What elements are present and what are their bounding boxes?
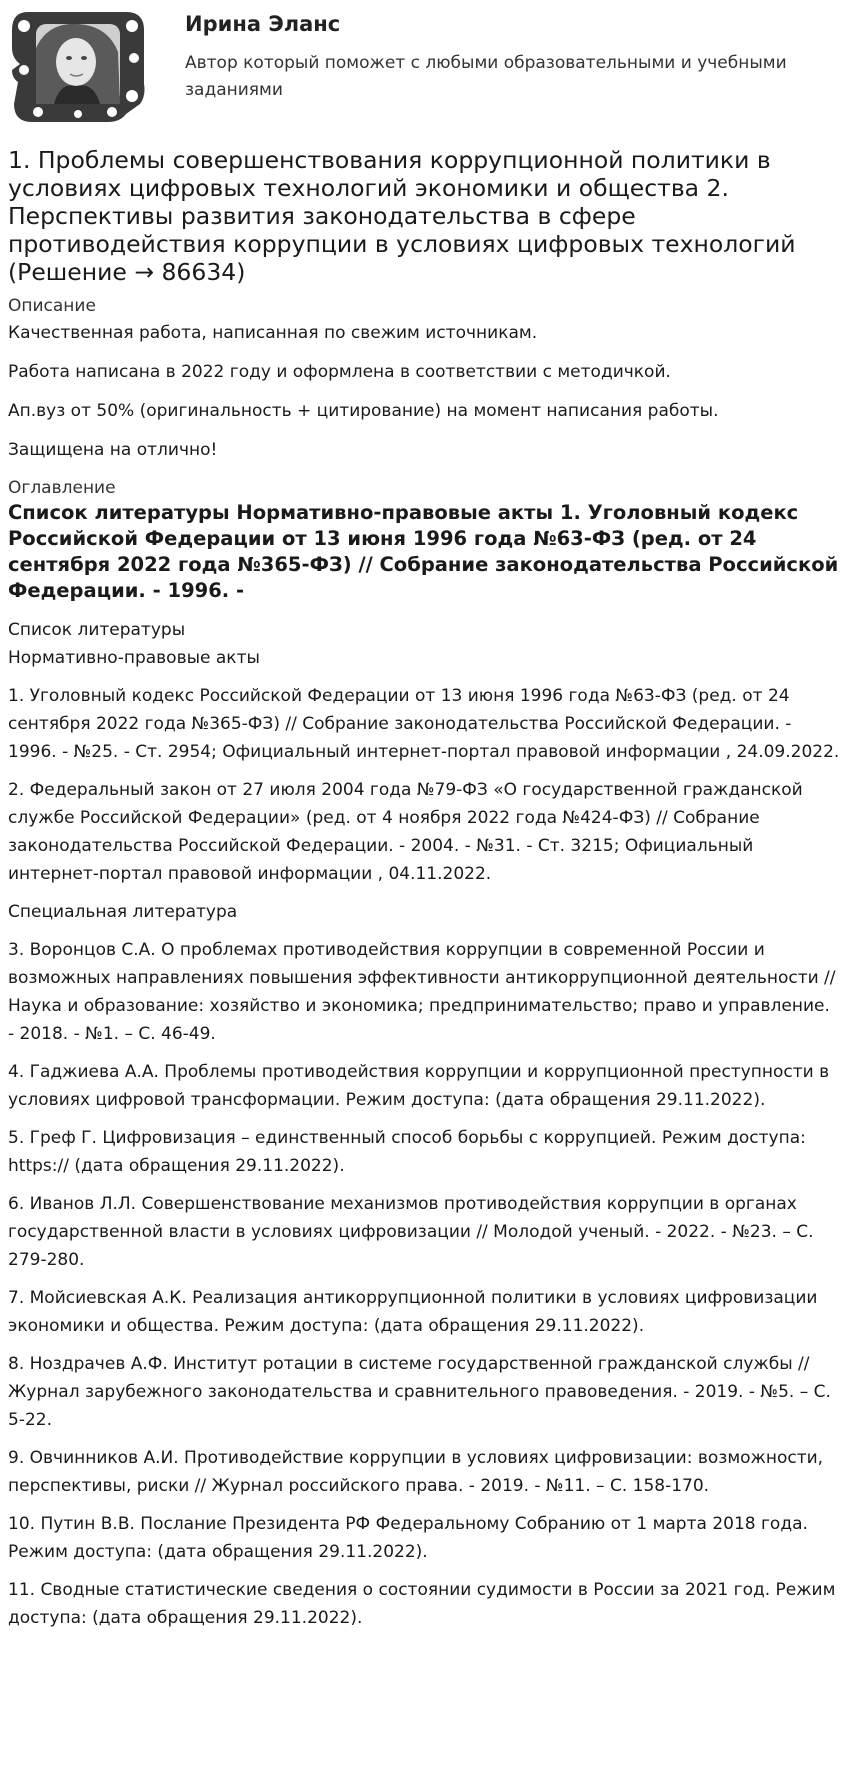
reference-item: 1. Уголовный кодекс Российской Федерации от 13 июня 1996 года №63-ФЗ (ред. от 24 сентября 2022 года №365-ФЗ) // Собрание законодательства Российской Федерации. - 1996. - №25. - Ст. 2954; Официальный интернет-портал правовой информации , 24.09.2022. bbox=[8, 686, 840, 762]
special-literature-label: Специальная литература bbox=[8, 902, 238, 922]
author-block bbox=[0, 0, 847, 140]
description-paragraph: Работа написана в 2022 году и оформлена в соответствии с методичкой. bbox=[8, 362, 671, 382]
description-label: Описание bbox=[8, 296, 96, 316]
author-name[interactable]: Ирина Эланс bbox=[185, 12, 341, 36]
toc-label: Оглавление bbox=[8, 478, 116, 498]
description-paragraph: Защищена на отлично! bbox=[8, 440, 218, 460]
author-description: Автор который поможет с любыми образовательными и учебными заданиями bbox=[185, 53, 787, 100]
reference-item: 8. Ноздрачев А.Ф. Институт ротации в системе государственной гражданской службы // Журнал зарубежного законодательства и сравнительного правоведения. - 2019. - №5. – С. 5-22. bbox=[8, 1354, 831, 1430]
toc-line-normative: Нормативно-правовые акты bbox=[8, 648, 260, 668]
reference-item: 11. Сводные статистические сведения о состоянии судимости в России за 2021 год. Режим доступа: (дата обращения 29.11.2022). bbox=[8, 1580, 836, 1628]
reference-item: 2. Федеральный закон от 27 июля 2004 года №79-ФЗ «О государственной гражданской службе Российской Федерации» (ред. от 4 ноября 2022 года №424-ФЗ) // Собрание законодательства Российской Федерации. - 2004. - №31. - Ст. 3215; Официальный интернет-портал правовой информации , 04.11.2022. bbox=[8, 780, 803, 884]
reference-item: 3. Воронцов С.А. О проблемах противодействия коррупции в современной России и возможных направлениях повышения эффективности антикоррупционной деятельности // Наука и образование: хозяйство и экономика; предпринимательство; право и управление. - 2018. - №1. – С. 46-49. bbox=[8, 940, 836, 1044]
document-content bbox=[8, 146, 840, 1642]
reference-item: 4. Гаджиева А.А. Проблемы противодействия коррупции и коррупционной преступности в условиях цифровой трансформации. Режим доступа: (дата обращения 29.11.2022). bbox=[8, 1062, 830, 1110]
reference-item: 7. Мойсиевская А.К. Реализация антикоррупционной политики в условиях цифровизации экономики и общества. Режим доступа: (дата обращения 29.11.2022). bbox=[8, 1288, 818, 1336]
document-title: 1. Проблемы совершенствования коррупционной политики в условиях цифровых технологий экономики и общества 2. Перспективы развития законодательства в сфере противодействия коррупции в условиях цифровых технологий (Решение → 86634) bbox=[8, 146, 796, 286]
description-paragraph: Качественная работа, написанная по свежим источникам. bbox=[8, 323, 538, 343]
author-avatar[interactable] bbox=[8, 8, 148, 126]
reference-item: 6. Иванов Л.Л. Совершенствование механизмов противодействия коррупции в органах государственной власти в условиях цифровизации // Молодой ученый. - 2022. - №23. – С. 279-280. bbox=[8, 1194, 814, 1270]
toc-line-literature: Список литературы bbox=[8, 620, 186, 640]
reference-item: 10. Путин В.В. Послание Президента РФ Федеральному Собранию от 1 марта 2018 года. Режим доступа: (дата обращения 29.11.2022). bbox=[8, 1514, 808, 1562]
reference-item: 9. Овчинников А.И. Противодействие коррупции в условиях цифровизации: возможности, перспективы, риски // Журнал российского права. - 2019. - №11. – С. 158-170. bbox=[8, 1448, 824, 1496]
description-paragraph: Ап.вуз от 50% (оригинальность + цитирование) на момент написания работы. bbox=[8, 401, 719, 421]
toc-heading: Список литературы Нормативно-правовые акты 1. Уголовный кодекс Российской Федерации от 13 июня 1996 года №63-ФЗ (ред. от 24 сентября 2022 года №365-ФЗ) // Собрание законодательства Российской Федерации. - 1996. - bbox=[8, 501, 839, 602]
reference-item: 5. Греф Г. Цифровизация – единственный способ борьбы с коррупцией. Режим доступа: https:// (дата обращения 29.11.2022). bbox=[8, 1128, 806, 1176]
